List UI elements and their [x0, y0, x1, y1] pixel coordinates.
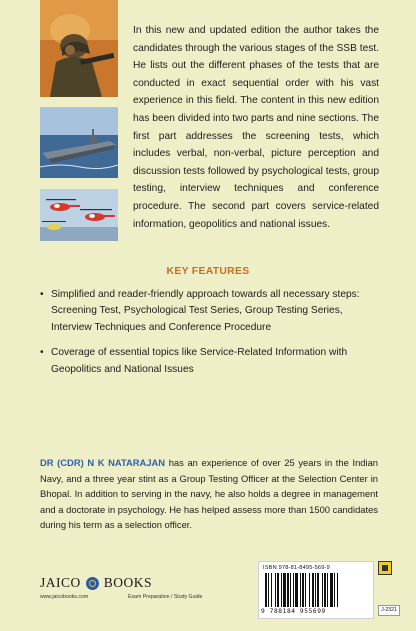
helicopters-photo: [40, 189, 118, 241]
key-features-list: [40, 287, 380, 387]
author-bio: [40, 455, 378, 533]
key-feature-text: Coverage of essential topics like Service-Related Information with Geopolitics and National Issues: [51, 347, 348, 375]
publisher-name-right: BOOKS: [103, 575, 153, 590]
product-code: J-2321: [378, 605, 400, 616]
publisher-name-left: JAICO: [40, 575, 81, 590]
publisher-website: www.jaicobooks.com: [40, 594, 89, 600]
bullet-icon: •: [40, 289, 44, 300]
book-description: In this new and updated edition the author takes the candidates through the various stages of the SSB test. He lists out the different phases of the tests that are conducted in exact sequential order with his vast experience in this field. The content in this new edition has been divided into two parts and nine sections. The first part addresses the screening tests, which includes verbal, non-verbal, picture perception and discussion tests followed by psychological tests, group testing, interview techniques and conference procedure. The second part covers service-related information, geopolitics and national issues.: [133, 25, 379, 230]
barcode-digits: 9 788184 955699: [261, 608, 326, 615]
publisher-emblem-icon: [86, 577, 99, 590]
author-name: DR (CDR) N K NATARAJAN: [40, 457, 166, 468]
soldier-photo: [40, 0, 118, 97]
key-feature-text: Simplified and reader-friendly approach towards all necessary steps: Screening Test, Psychological Test Series, Group Testing Series, Interview Techniques and Conference Procedure: [51, 289, 360, 333]
publisher-logo: [40, 575, 152, 591]
book-category: Exam Preparation / Study Guide: [128, 594, 203, 600]
barcode-bars: [263, 573, 369, 607]
key-feature-item: [40, 345, 380, 378]
isbn-label: ISBN 978-81-8495-569-9: [263, 565, 330, 571]
bullet-icon: •: [40, 347, 44, 359]
key-features-heading: KEY FEATURES: [166, 266, 250, 277]
key-feature-item: [40, 287, 380, 336]
publisher-badge-icon: [378, 561, 392, 575]
barcode: [258, 561, 374, 619]
aircraft-carrier-photo: [40, 107, 118, 178]
author-bio-text: has an experience of over 25 years in the Indian Navy, and a three year stint as a Group Testing Officer at the Selection Center in Bhopal. In addition to serving in the navy, he also holds a degree in management and a doctorate in psychology. He has helped assess more than 1500 candidates during his term as a selection officer.: [40, 457, 379, 531]
